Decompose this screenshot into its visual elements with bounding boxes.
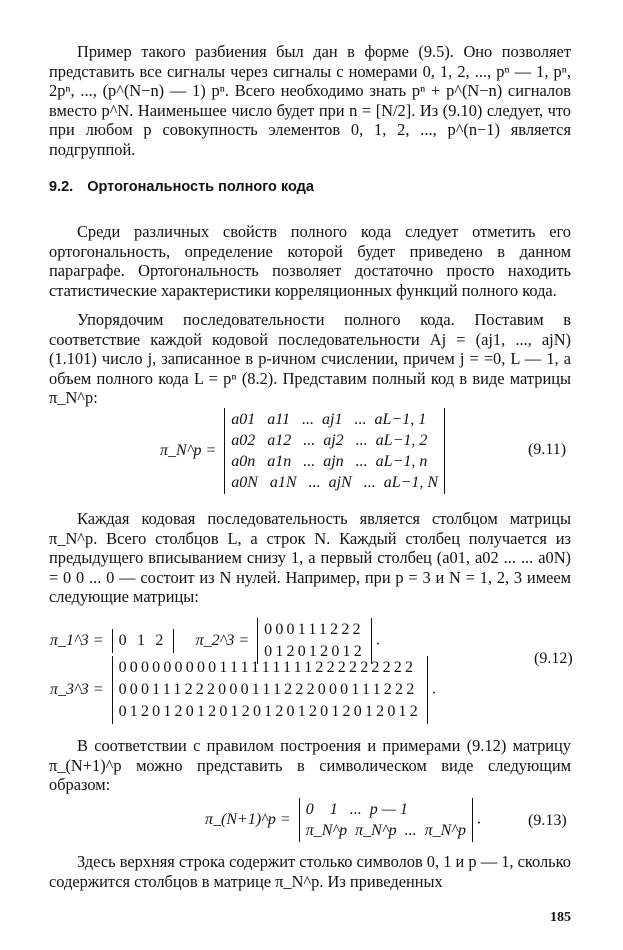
section-heading: [49, 179, 314, 195]
eq-9-12-m1-lhs: π_1^3 =: [50, 632, 104, 649]
eq-9-13-matrix: [299, 798, 473, 842]
eq-9-12-m3: [112, 656, 428, 724]
eq-9-11-number: (9.11): [528, 441, 567, 458]
paragraph-4-text: Каждая кодовая последовательность является столбцом матрицы π_N^p. Всего столбцов L, а строк N. Каждый столбец получается из предыдущего вписыванием снизу 1, а первый столбец (a01, a02 ... ... a0N) = 0 0 ... 0 — состоит из N нулей. Например, при p = 3 и N = 1, 2, 3 имеем следующие матрицы:: [49, 509, 571, 606]
paragraph-5-text: В соответствии с правилом построения и примерами (9.12) матрицу π_(N+1)^p можно представить в символическом виде следующим образом:: [49, 736, 571, 794]
paragraph-4: [49, 509, 571, 607]
matrix-row: a02 a12 ... aj2 ... aL−1, 2: [231, 432, 428, 449]
eq-9-12-number: (9.12): [534, 650, 573, 667]
matrix-row: a0n a1n ... ajn ... aL−1, n: [231, 453, 428, 470]
section-title: Ортогональность полного кода: [87, 179, 314, 195]
equation-9-12-b: π_3^3 = 000000000111111111222222222 000111222000111222000111222 012012012012012012012012012 .: [50, 656, 436, 724]
matrix-row: 000000000111111111222222222: [118, 659, 417, 676]
equation-9-13: π_(N+1)^p = 0 1 ... p — 1 π_N^p π_N^p ... π_N^p .: [205, 798, 481, 842]
eq-9-13-lhs: π_(N+1)^p =: [205, 811, 291, 828]
paragraph-2: [49, 222, 571, 300]
matrix-row: 012012012: [264, 643, 365, 660]
paragraph-1: [49, 42, 571, 159]
paragraph-2-text: Среди различных свойств полного кода следует отметить его ортогональность, определение которой будет приведено в данном параграфе. Ортогональность позволяет достаточно просто находить статистические характеристики корреляционных функций полного кода.: [49, 222, 571, 300]
matrix-row: 0 1 2: [118, 632, 167, 649]
matrix-row: a01 a11 ... aj1 ... aL−1, 1: [231, 411, 427, 428]
paragraph-6: [49, 852, 571, 891]
paragraph-6-text: Здесь верхняя строка содержит столько символов 0, 1 и p — 1, сколько содержится столбцов в матрице π_N^p. Из приведенных: [49, 852, 571, 891]
eq-9-12-m3-lhs: π_3^3 =: [50, 681, 104, 698]
equation-9-12-a: π_1^3 = 0 1 2 π_2^3 = 000111222 012012012 .: [50, 618, 380, 664]
paragraph-3: [49, 310, 571, 408]
eq-9-13-number: (9.13): [528, 812, 567, 829]
matrix-row: 0 1 ... p — 1: [305, 801, 408, 818]
matrix-row: a0N a1N ... ajN ... aL−1, N: [231, 474, 439, 491]
paragraph-3-text: Упорядочим последовательности полного кода. Поставим в соответствие каждой кодовой последовательности Aj = (aj1, ..., ajN) (1.101) число j, записанное в p-ичном счислении, причем j = =0, L — 1, а объем полного кода L = pⁿ (8.2). Представим полный код в виде матрицы π_N^p:: [49, 310, 571, 407]
eq-9-11-lhs: π_N^p =: [160, 442, 217, 459]
eq-9-11-matrix: [224, 408, 445, 494]
matrix-row: π_N^p π_N^p ... π_N^p: [305, 822, 466, 839]
matrix-row: 012012012012012012012012012: [118, 703, 421, 720]
page-number: 185: [550, 910, 571, 925]
section-number: 9.2.: [49, 179, 74, 195]
equation-9-11: [160, 408, 445, 494]
paragraph-1-text: Пример такого разбиения был дан в форме (9.5). Оно позволяет представить все сигналы через сигналы с номерами 0, 1, 2, ..., pⁿ — 1, pⁿ, 2pⁿ, ..., (p^(N−n) — 1) pⁿ. Всего необходимо знать pⁿ + p^(N−n) сигналов вместо p^N. Наименьшее число будет при n = [N/2]. Из (9.10) следует, что при любом p совокупность элементов 0, 1, 2, ..., p^(n−1) является подгруппой.: [49, 42, 571, 159]
eq-9-12-m2-lhs: π_2^3 =: [195, 632, 250, 649]
paragraph-5: [49, 736, 571, 795]
matrix-row: 000111222000111222000111222: [118, 681, 418, 698]
matrix-row: 000111222: [264, 621, 364, 638]
eq-9-12-m1: [112, 629, 174, 653]
